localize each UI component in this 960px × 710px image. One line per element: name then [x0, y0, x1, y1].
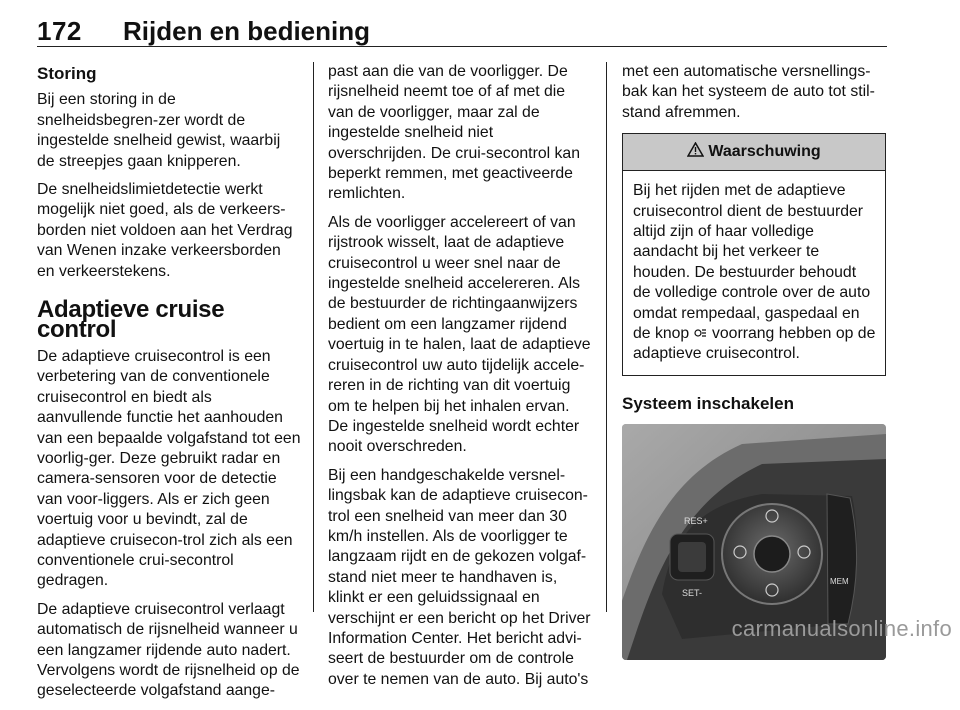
- column-1: [37, 62, 301, 710]
- watermark: carmanualsonline.info: [731, 616, 952, 641]
- paragraph: De adaptieve cruisecontrol is een verbetering van de conventionele cruisecontrol en biedt als aanvullende functie het aanhouden van een bepaalde volgafstand tot een voorlig-ger. Deze gebruikt radar en camera-sensoren voor de detectie van voor-liggers. Als er zich geen voertuig voor u bevindt, zal de adaptieve cruisecon-trol zich als een conventionele crui-secontrol gedragen.: [37, 347, 301, 590]
- paragraph: Bij een storing in de snelheidsbegren-zer wordt de ingestelde snelheid gewist, waarbij de streepjes gaan knipperen.: [37, 91, 281, 170]
- set-label: SET-: [682, 588, 703, 599]
- warning-triangle-icon: [687, 142, 704, 163]
- paragraph: past aan die van de voorligger. De rijsnelheid neemt toe of af met die van de voorligger, maar zal de ingestelde snelheid niet overschrijden. De crui-secontrol kan beperkt remmen, met geactiveerde remlichten.: [328, 63, 580, 203]
- paragraph: Als de voorligger accelereert of van rijstrook wisselt, laat de adaptieve cruisecontrol u weer snel naar de ingestelde snelheid accelereren. Als de bestuurder de richtingaanwijzers bedient om een langzamer rijdend voertuig in te halen, laat de adaptieve cruisecontrol uw auto tijdelijk accele-reren in de richting van dit voertuig om te helpen bij het inhalen ervan. De ingestelde snelheid wordt echter nooit overschreden.: [328, 213, 591, 456]
- adaptive-cruise-button-icon: [694, 325, 708, 337]
- paragraph: De snelheidslimietdetectie werkt mogelijk niet goed, als de verkeers-borden niet voldoen aan het Verdrag van Wenen inzake verkeersborden en verkeerstekens.: [37, 181, 293, 280]
- column-3: [622, 62, 886, 660]
- warning-text-end: voorrang hebben op de adaptieve cruisecontrol.: [633, 325, 876, 363]
- heading-systeem-inschakelen: Systeem inschakelen: [622, 393, 794, 413]
- warning-header: [623, 134, 885, 171]
- page-number: 172: [37, 16, 82, 46]
- column-2: [328, 62, 592, 698]
- warning-body: [623, 171, 885, 375]
- heading-storing: Storing: [37, 64, 97, 83]
- paragraph: met een automatische versnellings-bak kan het systeem de auto tot stil-stand afremmen.: [622, 63, 875, 121]
- res-label: RES+: [684, 516, 708, 527]
- header-divider: [37, 46, 887, 47]
- page-header: [37, 14, 887, 50]
- column-divider-1: [313, 62, 314, 612]
- chapter-title: Rijden en bediening: [123, 16, 371, 46]
- paragraph: Bij een handgeschakelde versnel-lingsbak kan de adaptieve cruisecon-trol een snelheid van meer dan 30 km/h instellen. Als de voorligger te langzaam rijdt en de gekozen volgaf-stand niet meer te handhaven is, klinkt er een geluidssignaal en verschijnt er een bericht op het Driver Information Center. Het bericht advi-seert de bestuurder om de controle over te nemen van de auto. Bij auto's: [328, 466, 591, 688]
- mem-label: MEM: [830, 577, 849, 587]
- section-title: Adaptieve cruise control: [37, 296, 225, 344]
- warning-text: Bij het rijden met de adaptieve cruisecontrol dient de bestuurder altijd zijn of haar volledige aandacht bij het verkeer te houden. De bestuurder behoudt de volledige controle over de auto omdat rempedaal, gaspedaal en de knop: [633, 182, 871, 343]
- column-divider-2: [606, 62, 607, 612]
- warning-title: Waarschuwing: [708, 143, 821, 161]
- warning-box: [622, 133, 886, 376]
- paragraph: De adaptieve cruisecontrol verlaagt automatisch de rijsnelheid wanneer u een langzamer rijdende auto nadert. Vervolgens wordt de rijsnelheid op de geselecteerde volgafstand aange-: [37, 600, 300, 700]
